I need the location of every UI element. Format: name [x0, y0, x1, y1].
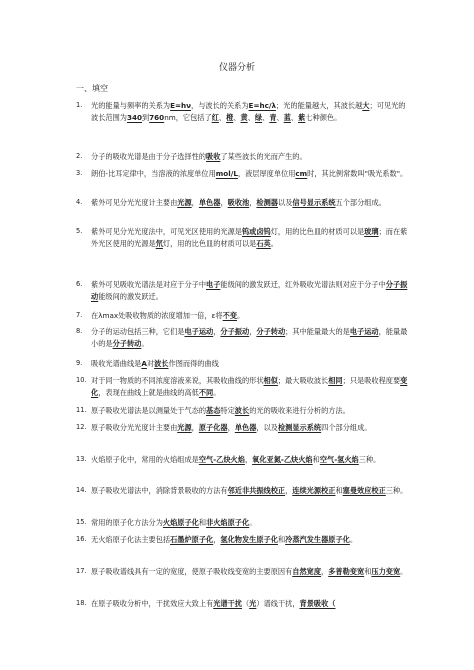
question-text	[91, 358, 412, 370]
question-text	[91, 100, 412, 123]
question-text-segment: 三种。	[358, 455, 381, 464]
answer-blank: 压力变宽	[371, 567, 401, 576]
question-text	[91, 517, 412, 529]
question-text-segment: 四个部分组成。	[321, 423, 372, 432]
answer-blank: 石英	[256, 238, 271, 248]
answer-blank: 大	[362, 101, 370, 110]
question-text-segment: 和	[198, 518, 207, 527]
question-text-segment: 紫外可见吸收光谱法是对应于分子中	[91, 280, 207, 289]
answer-blank: 电子	[206, 280, 221, 289]
question-text-segment: ，	[191, 423, 199, 432]
answer-blank: 不同	[198, 387, 214, 397]
question-item	[76, 598, 412, 610]
answer-blank: 氢化物发生原子化	[220, 535, 278, 544]
question-text-segment: 灯，用的比色皿的材质可以是	[162, 238, 257, 248]
question-item	[76, 422, 412, 434]
question-text-segment: 三种。	[385, 486, 408, 495]
question-text-segment: 能级间的激发跃迁。	[98, 291, 163, 301]
question-item	[76, 534, 412, 546]
question-text-segment: 灯，用的比色皿的材质可以是	[270, 227, 365, 236]
question-number: 10.	[76, 376, 87, 384]
question-text-segment: ，	[213, 327, 221, 336]
answer-blank: 电子运动	[349, 327, 379, 336]
question-text-segment: 无火焰原子化法主要包括	[91, 535, 171, 544]
question-number: 14.	[76, 486, 87, 494]
answer-blank: 氘	[155, 238, 163, 248]
question-text-segment: ；只是吸收程度要	[342, 376, 401, 385]
question-text-segment: （	[241, 599, 250, 608]
question-text-segment: ，液层厚度单位用	[237, 169, 296, 178]
question-item	[76, 151, 412, 163]
answer-blank: 波长	[234, 406, 250, 415]
question-text-segment: 对	[146, 359, 155, 368]
answer-blank: 电子运动	[184, 327, 214, 336]
answer-blank: 吸收	[206, 152, 221, 161]
question-text-segment: 。	[213, 387, 221, 397]
question-text-segment: ，表现在曲线上就是曲线的高低	[98, 387, 199, 397]
question-text-segment: ，	[213, 535, 221, 544]
question-text	[91, 151, 412, 163]
question-text-segment: 作图而得的曲线	[168, 359, 219, 368]
question-text-segment: 在λmax处吸收物质的浓度增加一倍，ε将	[91, 311, 223, 320]
answer-blank: mol/L	[215, 169, 238, 178]
answer-blank: 青	[269, 112, 277, 122]
question-text-segment: 、	[233, 112, 241, 122]
question-number: 12.	[76, 423, 87, 431]
answer-blank: 单色器	[234, 423, 257, 432]
answer-blank: 340	[126, 112, 142, 122]
question-text	[91, 405, 412, 417]
question-item	[76, 405, 412, 417]
answer-blank: 相似	[263, 376, 278, 385]
answer-blank: 波长	[154, 359, 169, 368]
answer-blank: 光源	[177, 198, 192, 207]
question-number: 7.	[76, 311, 83, 319]
question-text-segment: 和	[312, 455, 320, 464]
answer-blank: 紫	[298, 112, 306, 122]
question-item	[76, 279, 412, 302]
question-text-segment: ，与波长的关系为	[191, 101, 249, 110]
answer-blank: cm	[295, 169, 308, 178]
question-text-segment: 到	[141, 112, 150, 122]
question-item	[76, 358, 412, 370]
question-number: 18.	[76, 599, 87, 607]
answer-blank: 检测显示系统	[277, 423, 322, 432]
answer-blank: 分子转动	[112, 338, 142, 348]
section-heading: 一、填空	[76, 84, 108, 93]
answer-blank: 自然宽度	[292, 567, 322, 576]
answer-blank: 邻近非共振线校正	[227, 486, 286, 495]
question-text-segment: 时，其比例常数叫"吸光系数"。	[307, 169, 408, 178]
question-number: 3.	[76, 169, 83, 177]
question-text	[91, 422, 412, 434]
answer-blank: 红	[211, 112, 219, 122]
question-text-segment: 。	[400, 567, 408, 576]
answer-blank: 绿	[254, 112, 263, 122]
question-text-segment: 了某些波长的光而产生的。	[220, 152, 307, 161]
answer-blank: 连续光源校正	[292, 486, 336, 495]
question-text	[91, 375, 412, 398]
question-text-segment: 五个部分组成。	[335, 198, 386, 207]
question-text-segment: ，以及	[256, 423, 278, 432]
question-text-segment: ；可见光的波长范围为	[91, 101, 406, 122]
answer-blank: 石墨炉原子化	[170, 535, 214, 544]
question-item	[76, 168, 412, 180]
answer-blank: E=hc/λ	[248, 101, 277, 110]
question-text-segment: ，	[191, 198, 199, 207]
answer-blank: 冷蒸汽发生器原子化	[285, 535, 350, 544]
question-text-segment: 、	[247, 112, 255, 122]
answer-blank: 光源	[177, 423, 192, 432]
question-text-segment: ，	[227, 423, 235, 432]
answer-blank: 不变	[222, 311, 238, 320]
page-title: 仪器分析	[218, 63, 255, 73]
question-text-segment: nm，它包括了	[164, 112, 212, 122]
answer-blank: 分子振动	[91, 280, 408, 301]
answer-blank: 相同	[328, 376, 343, 385]
question-text	[91, 226, 412, 249]
question-item	[76, 454, 412, 466]
question-text-segment: 在原子吸收分析中，干扰效应大致上有	[91, 599, 214, 608]
question-text-segment: 、	[218, 112, 227, 122]
question-item	[76, 226, 412, 249]
question-text	[91, 454, 412, 466]
question-text-segment: 原子吸收分光光度计主要由	[91, 423, 178, 432]
answer-blank: 火焰原子化	[162, 518, 199, 527]
answer-blank: 信号显示系统	[292, 198, 336, 207]
answer-blank: 空气-氢火焰	[319, 455, 359, 464]
question-number: 6.	[76, 280, 83, 288]
question-item	[76, 197, 412, 209]
question-text-segment: 、	[276, 112, 284, 122]
question-text-segment: 吸收光谱曲线是	[91, 359, 142, 368]
question-text-segment: 分子的吸收光谱是由于分子选择性的	[91, 152, 207, 161]
question-text-segment: 、	[262, 112, 270, 122]
question-text-segment: ，	[321, 567, 329, 576]
question-item	[76, 566, 412, 578]
question-text-segment: 能级间的激发跃迁，红外吸收光谱法则对应于分子中	[220, 280, 386, 289]
question-text-segment: ，	[292, 599, 300, 608]
question-text-segment: ，	[249, 198, 257, 207]
question-item	[76, 310, 412, 322]
answer-blank: 光	[249, 599, 257, 608]
answer-blank: 基态	[206, 406, 221, 415]
answer-blank: 检测器	[256, 198, 278, 207]
question-number: 15.	[76, 518, 87, 526]
question-text	[91, 534, 412, 546]
answer-blank: 玻璃	[364, 227, 379, 236]
question-text-segment: 和	[364, 567, 372, 576]
question-text-segment: ）谱线干扰	[256, 599, 293, 608]
question-text-segment: 常用的原子化方法分为	[91, 518, 163, 527]
question-text-segment: ，	[285, 486, 293, 495]
question-text-segment: ；而在紫外光区使用的光源是	[91, 227, 408, 248]
answer-blank: A	[141, 359, 147, 368]
question-text-segment: 紫外可见分光光度法中，可见光区使用的光源是	[91, 227, 242, 236]
question-text-segment: 朗伯-比耳定律中，当溶液的浓度单位用	[91, 169, 216, 178]
question-text	[91, 197, 412, 209]
question-text-segment: 原子吸收谱线具有一定的宽度，使原子吸收线变宽的主要原因有	[91, 567, 293, 576]
question-text-segment: ，能量最小的是	[91, 327, 408, 348]
question-number: 5.	[76, 227, 83, 235]
answer-blank: 氧化亚氮-乙炔火焰	[252, 455, 313, 464]
answer-blank: 原子化器	[198, 423, 228, 432]
question-text-segment: 。	[270, 238, 278, 248]
question-text-segment: 紫外可见分光光度计主要由	[91, 198, 178, 207]
answer-blank: 单色器	[198, 198, 221, 207]
answer-blank: 黄	[240, 112, 248, 122]
question-text-segment: 。	[349, 535, 358, 544]
question-text-segment: ，	[249, 327, 257, 336]
answer-blank: 分子转动	[256, 327, 286, 336]
question-text-segment: 对于同一物质的不同浓度溶液来说，其吸收曲线的形状	[91, 376, 264, 385]
question-text	[91, 326, 412, 349]
question-text-segment: ，	[244, 455, 253, 464]
question-item	[76, 517, 412, 529]
question-item	[76, 100, 412, 123]
question-text-segment: 以及	[278, 198, 293, 207]
answer-blank: 760	[149, 112, 165, 122]
question-text-segment: 、	[290, 112, 299, 122]
question-text-segment: ；最大吸收波长	[277, 376, 329, 385]
question-item	[76, 375, 412, 398]
question-item	[76, 485, 412, 497]
question-text-segment: 原子吸收光谱法中，消除背景吸收的方法有	[91, 486, 228, 495]
question-text-segment: 火焰原子化中，常用的火焰组成是	[91, 455, 199, 464]
answer-blank: 非火焰原子化	[206, 518, 250, 527]
question-number: 2.	[76, 152, 83, 160]
question-text-segment: 光的能量与频率的关系为	[91, 101, 171, 110]
question-text-segment: 。	[237, 311, 245, 320]
question-text	[91, 485, 412, 497]
question-text-segment: 特定	[220, 406, 235, 415]
answer-blank: 蓝	[283, 112, 291, 122]
answer-blank: 分子振动	[220, 327, 250, 336]
answer-blank: 变化	[91, 376, 408, 397]
question-text-segment: 原子吸收光谱法是以测量处于气态的	[91, 406, 207, 415]
question-number: 1.	[76, 101, 83, 109]
question-number: 17.	[76, 567, 87, 575]
answer-blank: E=hν	[170, 101, 192, 110]
answer-blank: 背景吸收（	[299, 599, 336, 608]
answer-blank: 橙	[226, 112, 234, 122]
question-number: 13.	[76, 455, 87, 463]
question-text-segment: 七种颜色。	[305, 112, 342, 122]
question-number: 8.	[76, 327, 83, 335]
question-text	[91, 598, 412, 610]
answer-blank: 光谱干扰	[213, 599, 242, 608]
question-text-segment: 和	[335, 486, 343, 495]
answer-blank: 钨或卤钨	[241, 227, 271, 236]
answer-blank: 多普勒变宽	[328, 567, 365, 576]
question-number: 16.	[76, 535, 87, 543]
question-text	[91, 566, 412, 578]
question-number: 4.	[76, 198, 83, 206]
question-text	[91, 310, 412, 322]
question-text	[91, 279, 412, 302]
question-number: 9.	[76, 359, 83, 367]
answer-blank: 空气-乙炔火焰	[198, 455, 245, 464]
question-text-segment: 分子的运动包括三种，它们是	[91, 327, 185, 336]
question-number: 11.	[76, 406, 87, 414]
answer-blank: 塞曼效应校正	[342, 486, 386, 495]
question-text-segment: ；其中能量最大的是	[285, 327, 350, 336]
question-text-segment: 的光的吸收来进行分析的方法。	[249, 406, 350, 415]
question-text-segment: 和	[277, 535, 286, 544]
question-text	[91, 168, 412, 180]
question-item	[76, 326, 412, 349]
answer-blank: 吸收池	[227, 198, 250, 207]
question-text-segment: ；光的能量越大，其波长越	[276, 101, 363, 110]
question-text-segment: 。	[141, 338, 149, 348]
question-text-segment: ，	[220, 198, 228, 207]
question-text-segment: 。	[249, 518, 257, 527]
